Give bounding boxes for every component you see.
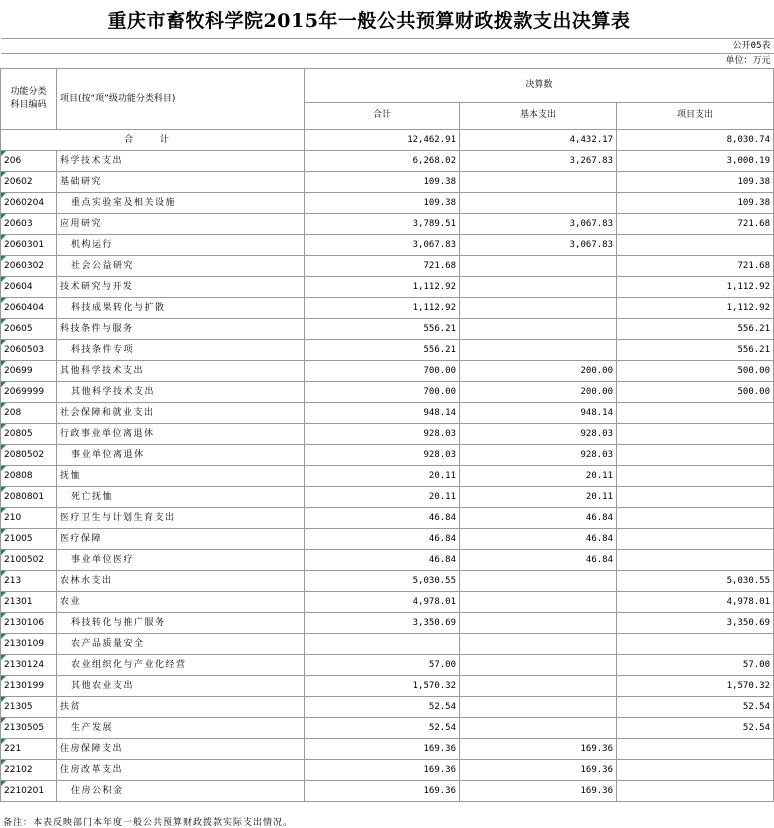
table-row [1,592,774,613]
row-project [617,529,774,550]
row-name: 机构运行 [57,235,305,256]
row-total: 700.00 [305,382,460,403]
row-total: 1,570.32 [305,676,460,697]
row-code: 2130109 [1,634,57,655]
row-total: 556.21 [305,319,460,340]
row-total: 1,112.92 [305,277,460,298]
row-project [617,235,774,256]
row-basic: 3,267.83 [460,151,617,172]
form-number: 公开05表 [617,39,774,54]
row-project: 500.00 [617,382,774,403]
row-project: 721.68 [617,256,774,277]
row-code: 20805 [1,424,57,445]
table-row [1,172,774,193]
row-name: 农林水支出 [57,571,305,592]
table-row [1,760,774,781]
row-total: 3,067.83 [305,235,460,256]
table-row [1,781,774,802]
header-basic: 基本支出 [460,102,617,129]
row-name: 事业单位离退休 [57,445,305,466]
row-code: 22102 [1,760,57,781]
row-name: 其他科学技术支出 [57,361,305,382]
row-name: 其他科学技术支出 [57,382,305,403]
row-basic: 3,067.83 [460,235,617,256]
row-project [617,466,774,487]
row-name: 农业 [57,592,305,613]
row-total: 57.00 [305,655,460,676]
row-total: 948.14 [305,403,460,424]
row-code: 21301 [1,592,57,613]
row-project: 5,030.55 [617,571,774,592]
row-project: 109.38 [617,193,774,214]
header-name: 项目(按“项”级功能分类科目) [57,69,305,130]
row-total: 6,268.02 [305,151,460,172]
row-project: 1,570.32 [617,676,774,697]
table-row [1,151,774,172]
table-row [1,487,774,508]
row-total: 169.36 [305,760,460,781]
row-basic: 46.84 [460,508,617,529]
row-total: 46.84 [305,529,460,550]
row-project: 556.21 [617,340,774,361]
row-code: 2060302 [1,256,57,277]
table-row [1,193,774,214]
form-number-row [1,39,774,54]
row-basic [460,634,617,655]
header-group: 决算数 [305,69,774,103]
header-project: 项目支出 [617,102,774,129]
row-basic [460,718,617,739]
row-name: 抚恤 [57,466,305,487]
row-total: 5,030.55 [305,571,460,592]
table-row [1,403,774,424]
row-name: 医疗保障 [57,529,305,550]
row-code: 208 [1,403,57,424]
row-name: 技术研究与开发 [57,277,305,298]
table-row [1,466,774,487]
row-basic: 46.84 [460,550,617,571]
row-name: 基础研究 [57,172,305,193]
row-project [617,781,774,802]
row-name: 行政事业单位离退休 [57,424,305,445]
row-basic: 948.14 [460,403,617,424]
row-basic [460,298,617,319]
row-code: 20605 [1,319,57,340]
table-row [1,739,774,760]
row-total: 556.21 [305,340,460,361]
row-name: 农业组织化与产业化经营 [57,655,305,676]
table-row [1,214,774,235]
page-title: 重庆市畜牧科学院2015年一般公共预算财政拨款支出决算表 [107,10,631,32]
row-code: 2060301 [1,235,57,256]
row-basic [460,655,617,676]
row-basic [460,193,617,214]
row-total: 3,350.69 [305,613,460,634]
row-project: 4,978.01 [617,592,774,613]
unit-label: 单位：万元 [617,54,774,69]
row-code: 2130124 [1,655,57,676]
row-name: 其他农业支出 [57,676,305,697]
row-basic: 928.03 [460,424,617,445]
row-basic [460,697,617,718]
row-name: 扶贫 [57,697,305,718]
row-total [305,634,460,655]
table-row [1,697,774,718]
row-basic: 169.36 [460,760,617,781]
row-project [617,739,774,760]
row-code: 2210201 [1,781,57,802]
header-code: 功能分类 科目编码 [1,69,57,130]
row-name: 住房保障支出 [57,739,305,760]
table-row [1,340,774,361]
header-row-1 [1,69,774,103]
total-label: 合 计 [1,130,305,151]
table-row [1,508,774,529]
row-code: 20808 [1,466,57,487]
row-total: 928.03 [305,424,460,445]
row-basic: 200.00 [460,382,617,403]
row-code: 2069999 [1,382,57,403]
row-total: 20.11 [305,466,460,487]
row-name: 住房改革支出 [57,760,305,781]
table-row [1,319,774,340]
table-row [1,277,774,298]
row-project [617,634,774,655]
row-project: 3,000.19 [617,151,774,172]
row-basic [460,340,617,361]
table-row [1,235,774,256]
row-name: 科技转化与推广服务 [57,613,305,634]
row-basic: 928.03 [460,445,617,466]
table-row [1,529,774,550]
row-basic [460,256,617,277]
row-code: 20602 [1,172,57,193]
row-code: 20699 [1,361,57,382]
row-project [617,424,774,445]
row-name: 应用研究 [57,214,305,235]
row-project [617,445,774,466]
row-name: 医疗卫生与计划生育支出 [57,508,305,529]
row-total: 3,789.51 [305,214,460,235]
row-code: 2080502 [1,445,57,466]
row-total: 169.36 [305,781,460,802]
row-total: 700.00 [305,361,460,382]
row-project: 556.21 [617,319,774,340]
row-project: 1,112.92 [617,277,774,298]
total-row [1,130,774,151]
unit-row [1,54,774,69]
data-rows [1,151,774,802]
row-project: 3,350.69 [617,613,774,634]
row-basic [460,277,617,298]
table-row [1,571,774,592]
row-name: 社会保障和就业支出 [57,403,305,424]
row-basic: 20.11 [460,466,617,487]
row-code: 213 [1,571,57,592]
row-project [617,487,774,508]
row-code: 21005 [1,529,57,550]
row-code: 2060503 [1,340,57,361]
row-total: 46.84 [305,508,460,529]
row-name: 农产品质量安全 [57,634,305,655]
row-basic [460,172,617,193]
table-row [1,655,774,676]
total-basic: 4,432.17 [460,130,617,151]
row-total: 1,112.92 [305,298,460,319]
row-project: 57.00 [617,655,774,676]
row-project: 500.00 [617,361,774,382]
total-project: 8,030.74 [617,130,774,151]
table-row [1,718,774,739]
total-sum: 12,462.91 [305,130,460,151]
row-name: 科技条件专项 [57,340,305,361]
row-project [617,760,774,781]
row-code: 2130106 [1,613,57,634]
row-name: 死亡抚恤 [57,487,305,508]
row-project: 109.38 [617,172,774,193]
row-project [617,508,774,529]
row-project: 52.54 [617,718,774,739]
row-name: 事业单位医疗 [57,550,305,571]
row-code: 2100502 [1,550,57,571]
row-basic [460,571,617,592]
row-project [617,403,774,424]
row-code: 2060404 [1,298,57,319]
row-basic: 169.36 [460,739,617,760]
row-total: 4,978.01 [305,592,460,613]
row-project: 721.68 [617,214,774,235]
row-basic: 20.11 [460,487,617,508]
row-basic: 200.00 [460,361,617,382]
row-name: 科技成果转化与扩散 [57,298,305,319]
row-basic [460,592,617,613]
table-row [1,424,774,445]
row-name: 重点实验室及相关设施 [57,193,305,214]
row-project [617,550,774,571]
row-name: 社会公益研究 [57,256,305,277]
row-name: 科学技术支出 [57,151,305,172]
row-basic: 46.84 [460,529,617,550]
row-total: 721.68 [305,256,460,277]
row-name: 科技条件与服务 [57,319,305,340]
table-row [1,382,774,403]
row-basic [460,613,617,634]
row-name: 住房公积金 [57,781,305,802]
row-project: 1,112.92 [617,298,774,319]
row-total: 109.38 [305,172,460,193]
row-code: 2130505 [1,718,57,739]
row-total: 928.03 [305,445,460,466]
table-row [1,634,774,655]
table-row [1,361,774,382]
row-code: 221 [1,739,57,760]
table-row [1,550,774,571]
row-code: 2060204 [1,193,57,214]
row-basic [460,676,617,697]
header-total: 合计 [305,102,460,129]
row-code: 20604 [1,277,57,298]
row-total: 169.36 [305,739,460,760]
row-total: 109.38 [305,193,460,214]
row-basic [460,319,617,340]
table-row [1,445,774,466]
row-total: 46.84 [305,550,460,571]
row-code: 20603 [1,214,57,235]
table-row [1,676,774,697]
row-project: 52.54 [617,697,774,718]
row-total: 20.11 [305,487,460,508]
footnote: 备注：本表反映部门本年度一般公共预算财政拨款实际支出情况。 [3,818,294,828]
row-code: 210 [1,508,57,529]
table-row [1,298,774,319]
row-code: 2130199 [1,676,57,697]
row-name: 生产发展 [57,718,305,739]
row-basic: 169.36 [460,781,617,802]
row-code: 2080801 [1,487,57,508]
table-row [1,256,774,277]
row-code: 21305 [1,697,57,718]
budget-table [0,38,774,802]
row-code: 206 [1,151,57,172]
table-row [1,613,774,634]
row-basic: 3,067.83 [460,214,617,235]
row-total: 52.54 [305,697,460,718]
row-total: 52.54 [305,718,460,739]
